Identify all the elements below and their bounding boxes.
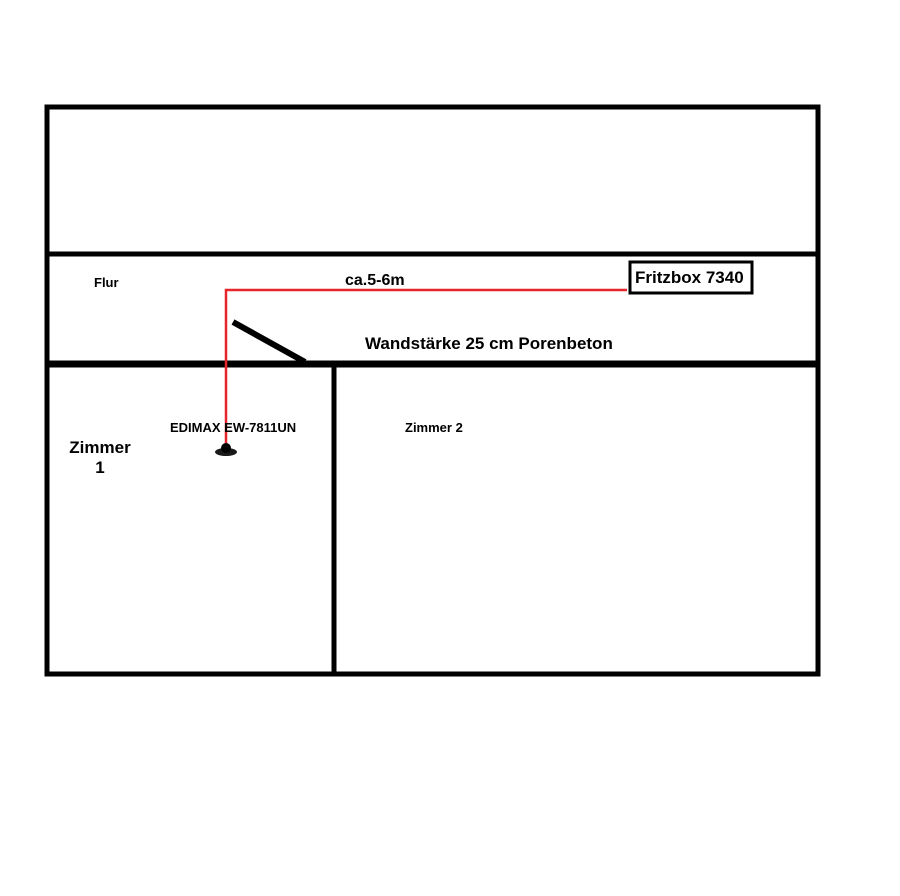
room-label-zimmer1-line2: 1	[95, 457, 105, 477]
building-outline	[47, 107, 818, 674]
room-label-zimmer2: Zimmer 2	[405, 420, 463, 435]
room-label-flur: Flur	[94, 275, 119, 290]
room-label-zimmer1-line1: Zimmer	[69, 438, 131, 457]
router-label: Fritzbox 7340	[635, 268, 744, 287]
edimax-label: EDIMAX EW-7811UN	[170, 420, 297, 435]
wall-thickness-note: Wandstärke 25 cm Porenbeton	[365, 334, 613, 353]
edimax-adapter-icon	[221, 443, 231, 453]
door-symbol	[233, 322, 305, 362]
room-label-zimmer1	[65, 438, 135, 477]
distance-label: ca.5-6m	[345, 272, 405, 289]
